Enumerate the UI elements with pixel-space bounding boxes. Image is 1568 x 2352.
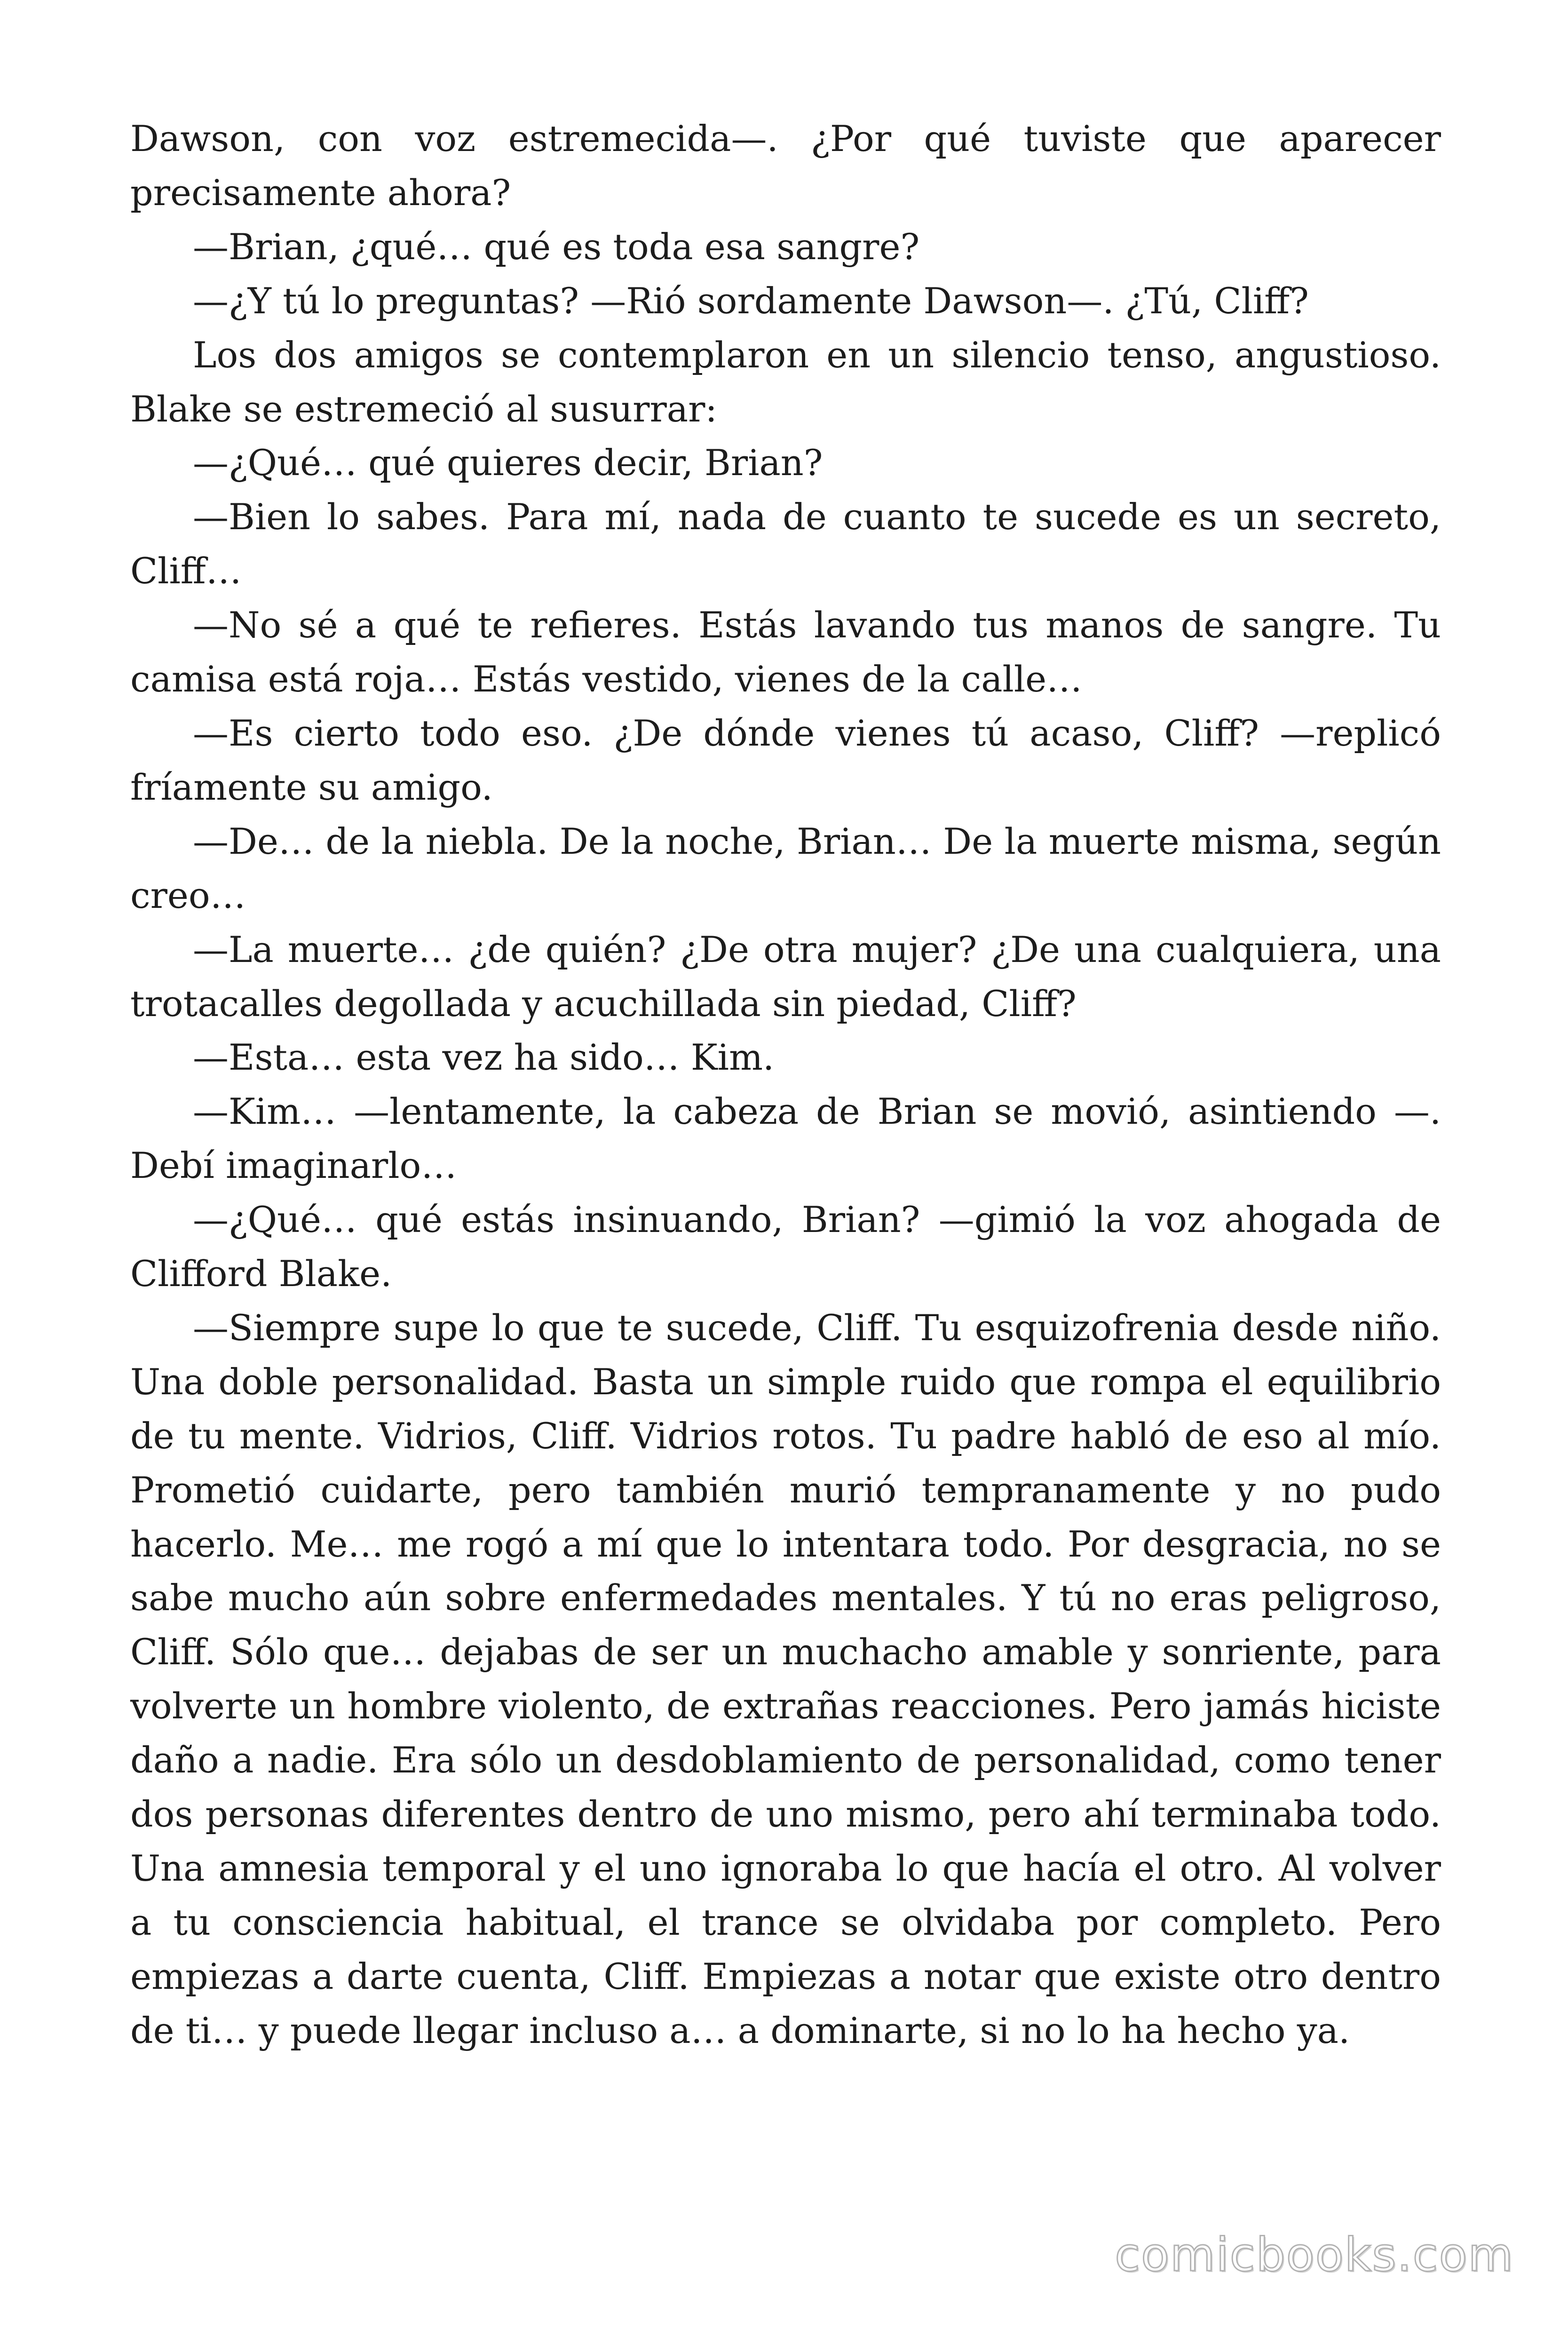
paragraph: —Esta… esta vez ha sido… Kim. xyxy=(193,1036,775,1079)
paragraph: —Kim… —lentamente, la cabeza de Brian se movió, asintiendo —. Debí imaginarlo… xyxy=(130,1090,1441,1187)
paragraph: —¿Y tú lo preguntas? —Rió sordamente Dawson—. ¿Tú, Cliff? xyxy=(193,279,1309,322)
paragraph: —Es cierto todo eso. ¿De dónde vienes tú acaso, Cliff? —replicó fríamente su amigo. xyxy=(130,712,1441,808)
paragraph: —¿Qué… qué estás insinuando, Brian? —gimió la voz ahogada de Clifford Blake. xyxy=(130,1199,1441,1295)
paragraph-continuation: Dawson, con voz estremecida—. ¿Por qué tuviste que aparecer precisamente ahora? xyxy=(130,118,1441,214)
watermark-logo: comicbooks.com xyxy=(1115,2228,1514,2282)
paragraph: Los dos amigos se contemplaron en un silencio tenso, angustioso. Blake se estremeció al susurrar: xyxy=(130,334,1441,430)
paragraph: —Brian, ¿qué… qué es toda esa sangre? xyxy=(193,225,920,268)
paragraph: —Bien lo sabes. Para mí, nada de cuanto te sucede es un secreto, Cliff… xyxy=(130,496,1441,592)
paragraph: —La muerte… ¿de quién? ¿De otra mujer? ¿De una cualquiera, una trotacalles degollada y acuchillada sin piedad, Cliff? xyxy=(130,928,1441,1025)
paragraph: —Siempre supe lo que te sucede, Cliff. Tu esquizofrenia desde niño. Una doble personalidad. Basta un simple ruido que rompa el equilibrio de tu mente. Vidrios, Cliff. Vidrios rotos. Tu padre habló de eso al mío. Prometió cuidarte, pero también murió tempranamente y no pudo hacerlo. Me… me rogó a mí que lo intentara todo. Por desgracia, no se sabe mucho aún sobre enfermedades mentales. Y tú no eras peligroso, Cliff. Sólo que… dejabas de ser un muchacho amable y sonriente, para volverte un hombre violento, de extrañas reacciones. Pero jamás hiciste daño a nadie. Era sólo un desdoblamiento de personalidad, como tener dos personas diferentes dentro de uno mismo, pero ahí terminaba todo. Una amnesia temporal y el uno ignoraba lo que hacía el otro. Al volver a tu consciencia habitual, el trance se olvidaba por completo. Pero empiezas a darte cuenta, Cliff. Empiezas a notar que existe otro dentro de ti… y puede llegar incluso a… a dominarte, si no lo ha hecho ya. xyxy=(130,1306,1441,2051)
paragraph: —De… de la niebla. De la noche, Brian… De la muerte misma, según creo… xyxy=(130,820,1441,916)
paragraph: —¿Qué… qué quieres decir, Brian? xyxy=(193,442,823,484)
page-text xyxy=(130,112,1441,2058)
paragraph: —No sé a qué te refieres. Estás lavando tus manos de sangre. Tu camisa está roja… Estás vestido, vienes de la calle… xyxy=(130,604,1441,700)
